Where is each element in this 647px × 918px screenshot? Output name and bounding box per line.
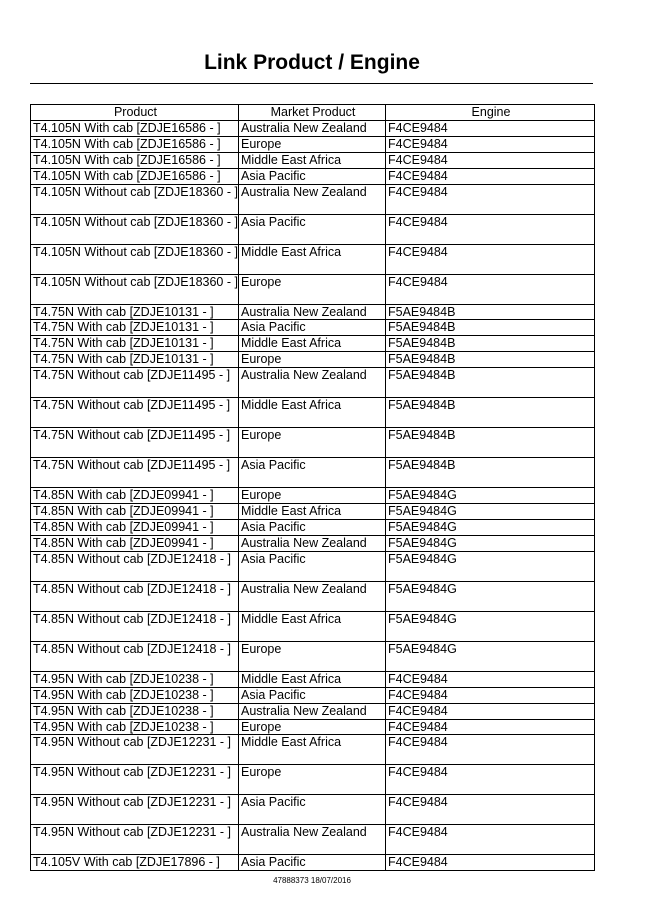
market-product-cell: Europe <box>239 765 386 795</box>
product-cell: T4.105N Without cab [ZDJE18360 - ] <box>31 274 239 304</box>
document-reference-footer: 47888373 18/07/2016 <box>273 876 351 885</box>
engine-cell: F4CE9484 <box>386 703 595 719</box>
table-row <box>31 398 595 428</box>
engine-cell: F5AE9484B <box>386 458 595 488</box>
table-row <box>31 687 595 703</box>
table-row <box>31 428 595 458</box>
table-row <box>31 458 595 488</box>
market-product-cell: Europe <box>239 274 386 304</box>
market-product-cell: Australia New Zealand <box>239 825 386 855</box>
engine-cell: F5AE9484G <box>386 535 595 551</box>
table-row <box>31 581 595 611</box>
engine-cell: F5AE9484G <box>386 488 595 504</box>
market-product-cell: Australia New Zealand <box>239 184 386 214</box>
table-row <box>31 765 595 795</box>
product-cell: T4.105N Without cab [ZDJE18360 - ] <box>31 214 239 244</box>
table-row <box>31 368 595 398</box>
table-row <box>31 611 595 641</box>
market-product-cell: Middle East Africa <box>239 671 386 687</box>
market-product-cell: Europe <box>239 428 386 458</box>
product-cell: T4.105V With cab [ZDJE17896 - ] <box>31 855 239 871</box>
table-row <box>31 735 595 765</box>
product-cell: T4.105N With cab [ZDJE16586 - ] <box>31 168 239 184</box>
engine-cell: F5AE9484B <box>386 320 595 336</box>
title-divider <box>30 83 593 84</box>
column-header-product: Product <box>31 105 239 121</box>
table-row <box>31 551 595 581</box>
engine-cell: F5AE9484B <box>386 398 595 428</box>
table-row <box>31 244 595 274</box>
product-cell: T4.105N With cab [ZDJE16586 - ] <box>31 136 239 152</box>
product-cell: T4.95N Without cab [ZDJE12231 - ] <box>31 735 239 765</box>
market-product-cell: Europe <box>239 488 386 504</box>
engine-cell: F4CE9484 <box>386 855 595 871</box>
market-product-cell: Australia New Zealand <box>239 703 386 719</box>
market-product-cell: Middle East Africa <box>239 398 386 428</box>
market-product-cell: Asia Pacific <box>239 687 386 703</box>
product-cell: T4.75N With cab [ZDJE10131 - ] <box>31 336 239 352</box>
table-row <box>31 671 595 687</box>
table-row <box>31 703 595 719</box>
product-cell: T4.85N With cab [ZDJE09941 - ] <box>31 488 239 504</box>
engine-cell: F4CE9484 <box>386 765 595 795</box>
market-product-cell: Middle East Africa <box>239 244 386 274</box>
table-row <box>31 214 595 244</box>
product-cell: T4.85N Without cab [ZDJE12418 - ] <box>31 611 239 641</box>
product-cell: T4.105N With cab [ZDJE16586 - ] <box>31 152 239 168</box>
column-header-engine: Engine <box>386 105 595 121</box>
engine-cell: F5AE9484G <box>386 519 595 535</box>
engine-cell: F4CE9484 <box>386 825 595 855</box>
product-cell: T4.75N With cab [ZDJE10131 - ] <box>31 320 239 336</box>
product-cell: T4.105N With cab [ZDJE16586 - ] <box>31 120 239 136</box>
page-title: Link Product / Engine <box>204 51 420 74</box>
product-cell: T4.75N With cab [ZDJE10131 - ] <box>31 352 239 368</box>
product-cell: T4.95N Without cab [ZDJE12231 - ] <box>31 765 239 795</box>
table-header-row <box>31 105 595 121</box>
column-header-market-product: Market Product <box>239 105 386 121</box>
product-cell: T4.75N Without cab [ZDJE11495 - ] <box>31 398 239 428</box>
product-cell: T4.85N Without cab [ZDJE12418 - ] <box>31 581 239 611</box>
table-row <box>31 336 595 352</box>
table-row <box>31 825 595 855</box>
engine-cell: F4CE9484 <box>386 244 595 274</box>
engine-cell: F5AE9484G <box>386 641 595 671</box>
engine-cell: F5AE9484B <box>386 368 595 398</box>
product-cell: T4.95N Without cab [ZDJE12231 - ] <box>31 795 239 825</box>
product-cell: T4.75N Without cab [ZDJE11495 - ] <box>31 428 239 458</box>
market-product-cell: Middle East Africa <box>239 611 386 641</box>
table-body <box>31 120 595 870</box>
market-product-cell: Europe <box>239 641 386 671</box>
engine-cell: F4CE9484 <box>386 719 595 735</box>
table-row <box>31 504 595 520</box>
engine-cell: F5AE9484B <box>386 352 595 368</box>
market-product-cell: Europe <box>239 352 386 368</box>
product-cell: T4.75N Without cab [ZDJE11495 - ] <box>31 458 239 488</box>
product-cell: T4.85N Without cab [ZDJE12418 - ] <box>31 641 239 671</box>
engine-cell: F5AE9484G <box>386 504 595 520</box>
table-row <box>31 641 595 671</box>
engine-cell: F4CE9484 <box>386 274 595 304</box>
table-row <box>31 274 595 304</box>
footer-divider <box>30 870 593 871</box>
product-engine-table <box>30 104 595 871</box>
table-row <box>31 120 595 136</box>
market-product-cell: Asia Pacific <box>239 320 386 336</box>
table-row <box>31 304 595 320</box>
engine-cell: F4CE9484 <box>386 136 595 152</box>
engine-cell: F4CE9484 <box>386 795 595 825</box>
product-cell: T4.95N With cab [ZDJE10238 - ] <box>31 671 239 687</box>
market-product-cell: Asia Pacific <box>239 519 386 535</box>
product-cell: T4.95N With cab [ZDJE10238 - ] <box>31 719 239 735</box>
market-product-cell: Asia Pacific <box>239 551 386 581</box>
market-product-cell: Asia Pacific <box>239 214 386 244</box>
market-product-cell: Middle East Africa <box>239 336 386 352</box>
product-cell: T4.75N With cab [ZDJE10131 - ] <box>31 304 239 320</box>
market-product-cell: Asia Pacific <box>239 458 386 488</box>
engine-cell: F5AE9484B <box>386 428 595 458</box>
market-product-cell: Asia Pacific <box>239 168 386 184</box>
market-product-cell: Asia Pacific <box>239 795 386 825</box>
engine-cell: F5AE9484G <box>386 611 595 641</box>
engine-cell: F4CE9484 <box>386 671 595 687</box>
engine-cell: F5AE9484G <box>386 551 595 581</box>
market-product-cell: Middle East Africa <box>239 735 386 765</box>
product-cell: T4.95N Without cab [ZDJE12231 - ] <box>31 825 239 855</box>
engine-cell: F4CE9484 <box>386 687 595 703</box>
market-product-cell: Asia Pacific <box>239 855 386 871</box>
product-cell: T4.85N Without cab [ZDJE12418 - ] <box>31 551 239 581</box>
engine-cell: F4CE9484 <box>386 120 595 136</box>
table-row <box>31 152 595 168</box>
product-cell: T4.85N With cab [ZDJE09941 - ] <box>31 535 239 551</box>
product-cell: T4.95N With cab [ZDJE10238 - ] <box>31 687 239 703</box>
product-cell: T4.85N With cab [ZDJE09941 - ] <box>31 519 239 535</box>
table-row <box>31 488 595 504</box>
market-product-cell: Australia New Zealand <box>239 368 386 398</box>
product-cell: T4.105N Without cab [ZDJE18360 - ] <box>31 244 239 274</box>
market-product-cell: Australia New Zealand <box>239 535 386 551</box>
product-cell: T4.75N Without cab [ZDJE11495 - ] <box>31 368 239 398</box>
product-cell: T4.105N Without cab [ZDJE18360 - ] <box>31 184 239 214</box>
engine-cell: F4CE9484 <box>386 152 595 168</box>
table-row <box>31 184 595 214</box>
market-product-cell: Australia New Zealand <box>239 120 386 136</box>
engine-cell: F4CE9484 <box>386 735 595 765</box>
market-product-cell: Middle East Africa <box>239 152 386 168</box>
engine-cell: F5AE9484B <box>386 336 595 352</box>
market-product-cell: Europe <box>239 719 386 735</box>
market-product-cell: Middle East Africa <box>239 504 386 520</box>
engine-cell: F4CE9484 <box>386 184 595 214</box>
table-row <box>31 719 595 735</box>
engine-cell: F5AE9484G <box>386 581 595 611</box>
table-row <box>31 795 595 825</box>
market-product-cell: Europe <box>239 136 386 152</box>
table-row <box>31 136 595 152</box>
table-row <box>31 855 595 871</box>
engine-cell: F4CE9484 <box>386 168 595 184</box>
product-cell: T4.95N With cab [ZDJE10238 - ] <box>31 703 239 719</box>
table-row <box>31 535 595 551</box>
table-row <box>31 320 595 336</box>
table-row <box>31 352 595 368</box>
product-cell: T4.85N With cab [ZDJE09941 - ] <box>31 504 239 520</box>
engine-cell: F4CE9484 <box>386 214 595 244</box>
engine-cell: F5AE9484B <box>386 304 595 320</box>
market-product-cell: Australia New Zealand <box>239 304 386 320</box>
table-row <box>31 168 595 184</box>
table-row <box>31 519 595 535</box>
market-product-cell: Australia New Zealand <box>239 581 386 611</box>
